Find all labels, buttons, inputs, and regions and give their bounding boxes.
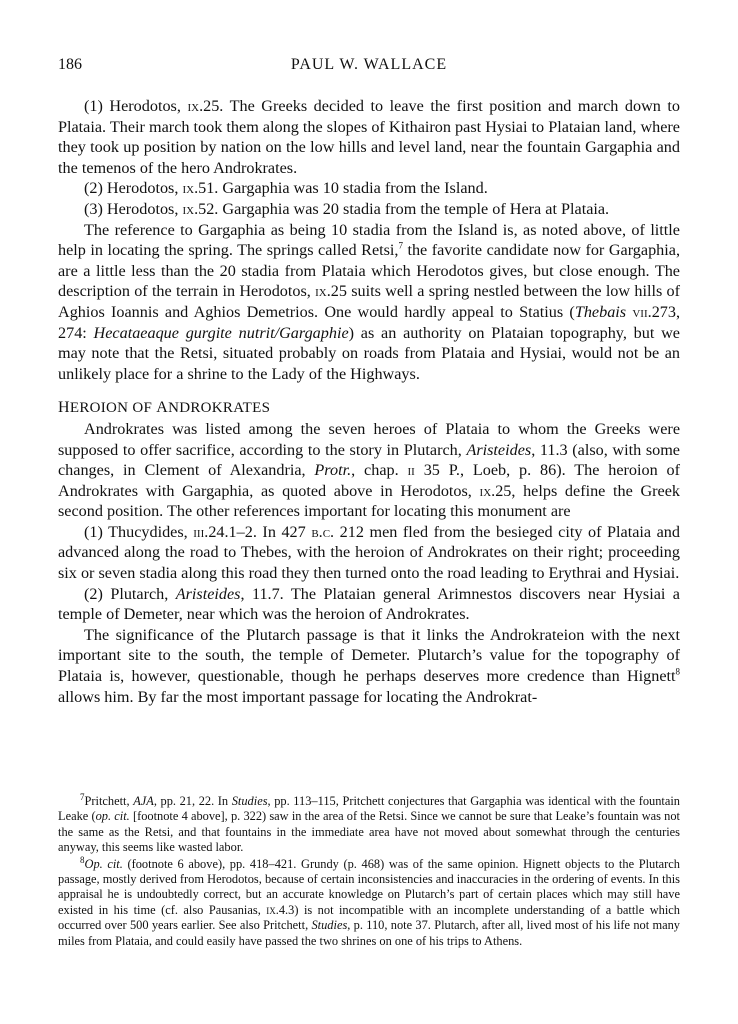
footnote-7: $^7$Pritchett, AJA, pp. 21, 22. In Studies, pp. 113–115, Pritchett conjectures that Gargaphia was identical with the fountain Leake (op. cit. [footnote 4 above], p. 322) saw in the area of the Retsi. Since we cannot be sure that Leake’s fountain was not the same as the Retsi, and that fountains in the immediate area have not moved about somewhat through the centuries anyway, this seems like wasted labor.	[58, 791, 680, 855]
passage-herodotos-1: (1) Herodotos, ix.25. The Greeks decided to leave the first position and march down to Plataia. Their march took them along the slopes of Kithairon past Hysiai to Plataian land, where they took up position by nation on the low hills and level land, near the fountain Gargaphia and the temenos of the hero Androkrates.	[58, 97, 681, 177]
footnote-8: $^8$Op. cit. (footnote 6 above), pp. 418–421. Grundy (p. 468) was of the same opinion. Hignett objects to the Plutarch passage, mostly derived from Herodotos, because of certain inconsistencies and inaccuracies in the ordering of events. In this appraisal he is undoubtedly correct, but an accurate knowledge on Plutarch’s part of certain places which may still have existed in his time (cf. also Pausanias, ix.4.3) is not incompatible with an incomplete understanding of a battle which occurred over 500 years earlier. See also Pritchett, Studies, p. 110, note 37. Plutarch, after all, lived most of his life not many miles from Plataia, and could easily have passed the two shrines on one of his trips to Athens.	[58, 854, 680, 948]
passage-thucydides: (1) Thucydides, iii.24.1–2. In 427 b.c. 212 men fled from the besieged city of Plataia and advanced along the road to Thebes, with the heroion of Androkrates on their right; proceeding six or seven stadia along this road they then turned onto the road leading to Erythrai and Hysiai.	[58, 522, 680, 583]
footnote-ref-8[interactable]: 8	[675, 666, 680, 677]
section-heading: HEROION OF ANDROKRATES	[58, 399, 271, 417]
heroion-intro-paragraph: Androkrates was listed among the seven heroes of Plataia to whom the Greeks were supposed to offer sacrifice, according to the story in Plutarch, Aristeides, 11.3 (also, with some changes, in Clement of Alexandria, Protr., chap. ii 35 P., Loeb, p. 86). The heroion of Androkrates with Gargaphia, as quoted above in Herodotos, ix.25, helps define the Greek second position. The other references important for locating this monument are	[58, 419, 681, 521]
page-header	[58, 56, 680, 80]
footnotes	[58, 791, 680, 949]
running-head: PAUL W. WALLACE	[290, 56, 448, 73]
page-number: 186	[58, 56, 82, 73]
significance-paragraph: The significance of the Plutarch passage is that it links the Androkrateion with the next important site to the south, the temple of Demeter. Plutarch’s value for the topography of Plataia is, however, questionable, though he perhaps deserves more credence than Hignett$^8$ allows him. By far the most important passage for locating the Androkrat-	[58, 625, 680, 706]
passage-plutarch: (2) Plutarch, Aristeides, 11.7. The Plataian general Arimnestos discovers near Hysiai a temple of Demeter, near which was the heroion of Androkrates.	[58, 584, 680, 624]
discussion-paragraph: The reference to Gargaphia as being 10 stadia from the Island is, as noted above, of little help in locating the spring. The springs called Retsi,$^7$ the favorite candidate now for Gargaphia, are a little less than the 20 stadia from Plataia which Herodotos gives, but close enough. The description of the terrain in Herodotos, ix.25 suits well a spring nestled between the low hills of Aghios Ioannis and Aghios Demetrios. One would hardly appeal to Statius (Thebais vii.273, 274: Hecataeaque gurgite nutrit/Gargaphie) as an authority on Plataian topography, but we may note that the Retsi, situated probably on roads from Plataia and Hysiai, would not be an unlikely place for a shrine to the Lady of the Highways.	[58, 220, 681, 383]
passage-herodotos-2: (2) Herodotos, ix.51. Gargaphia was 10 stadia from the Island.	[84, 179, 488, 198]
main-text	[58, 96, 680, 707]
footnote-ref-7[interactable]: 7	[398, 240, 403, 251]
passage-herodotos-3: (3) Herodotos, ix.52. Gargaphia was 20 stadia from the temple of Hera at Plataia.	[84, 199, 610, 218]
